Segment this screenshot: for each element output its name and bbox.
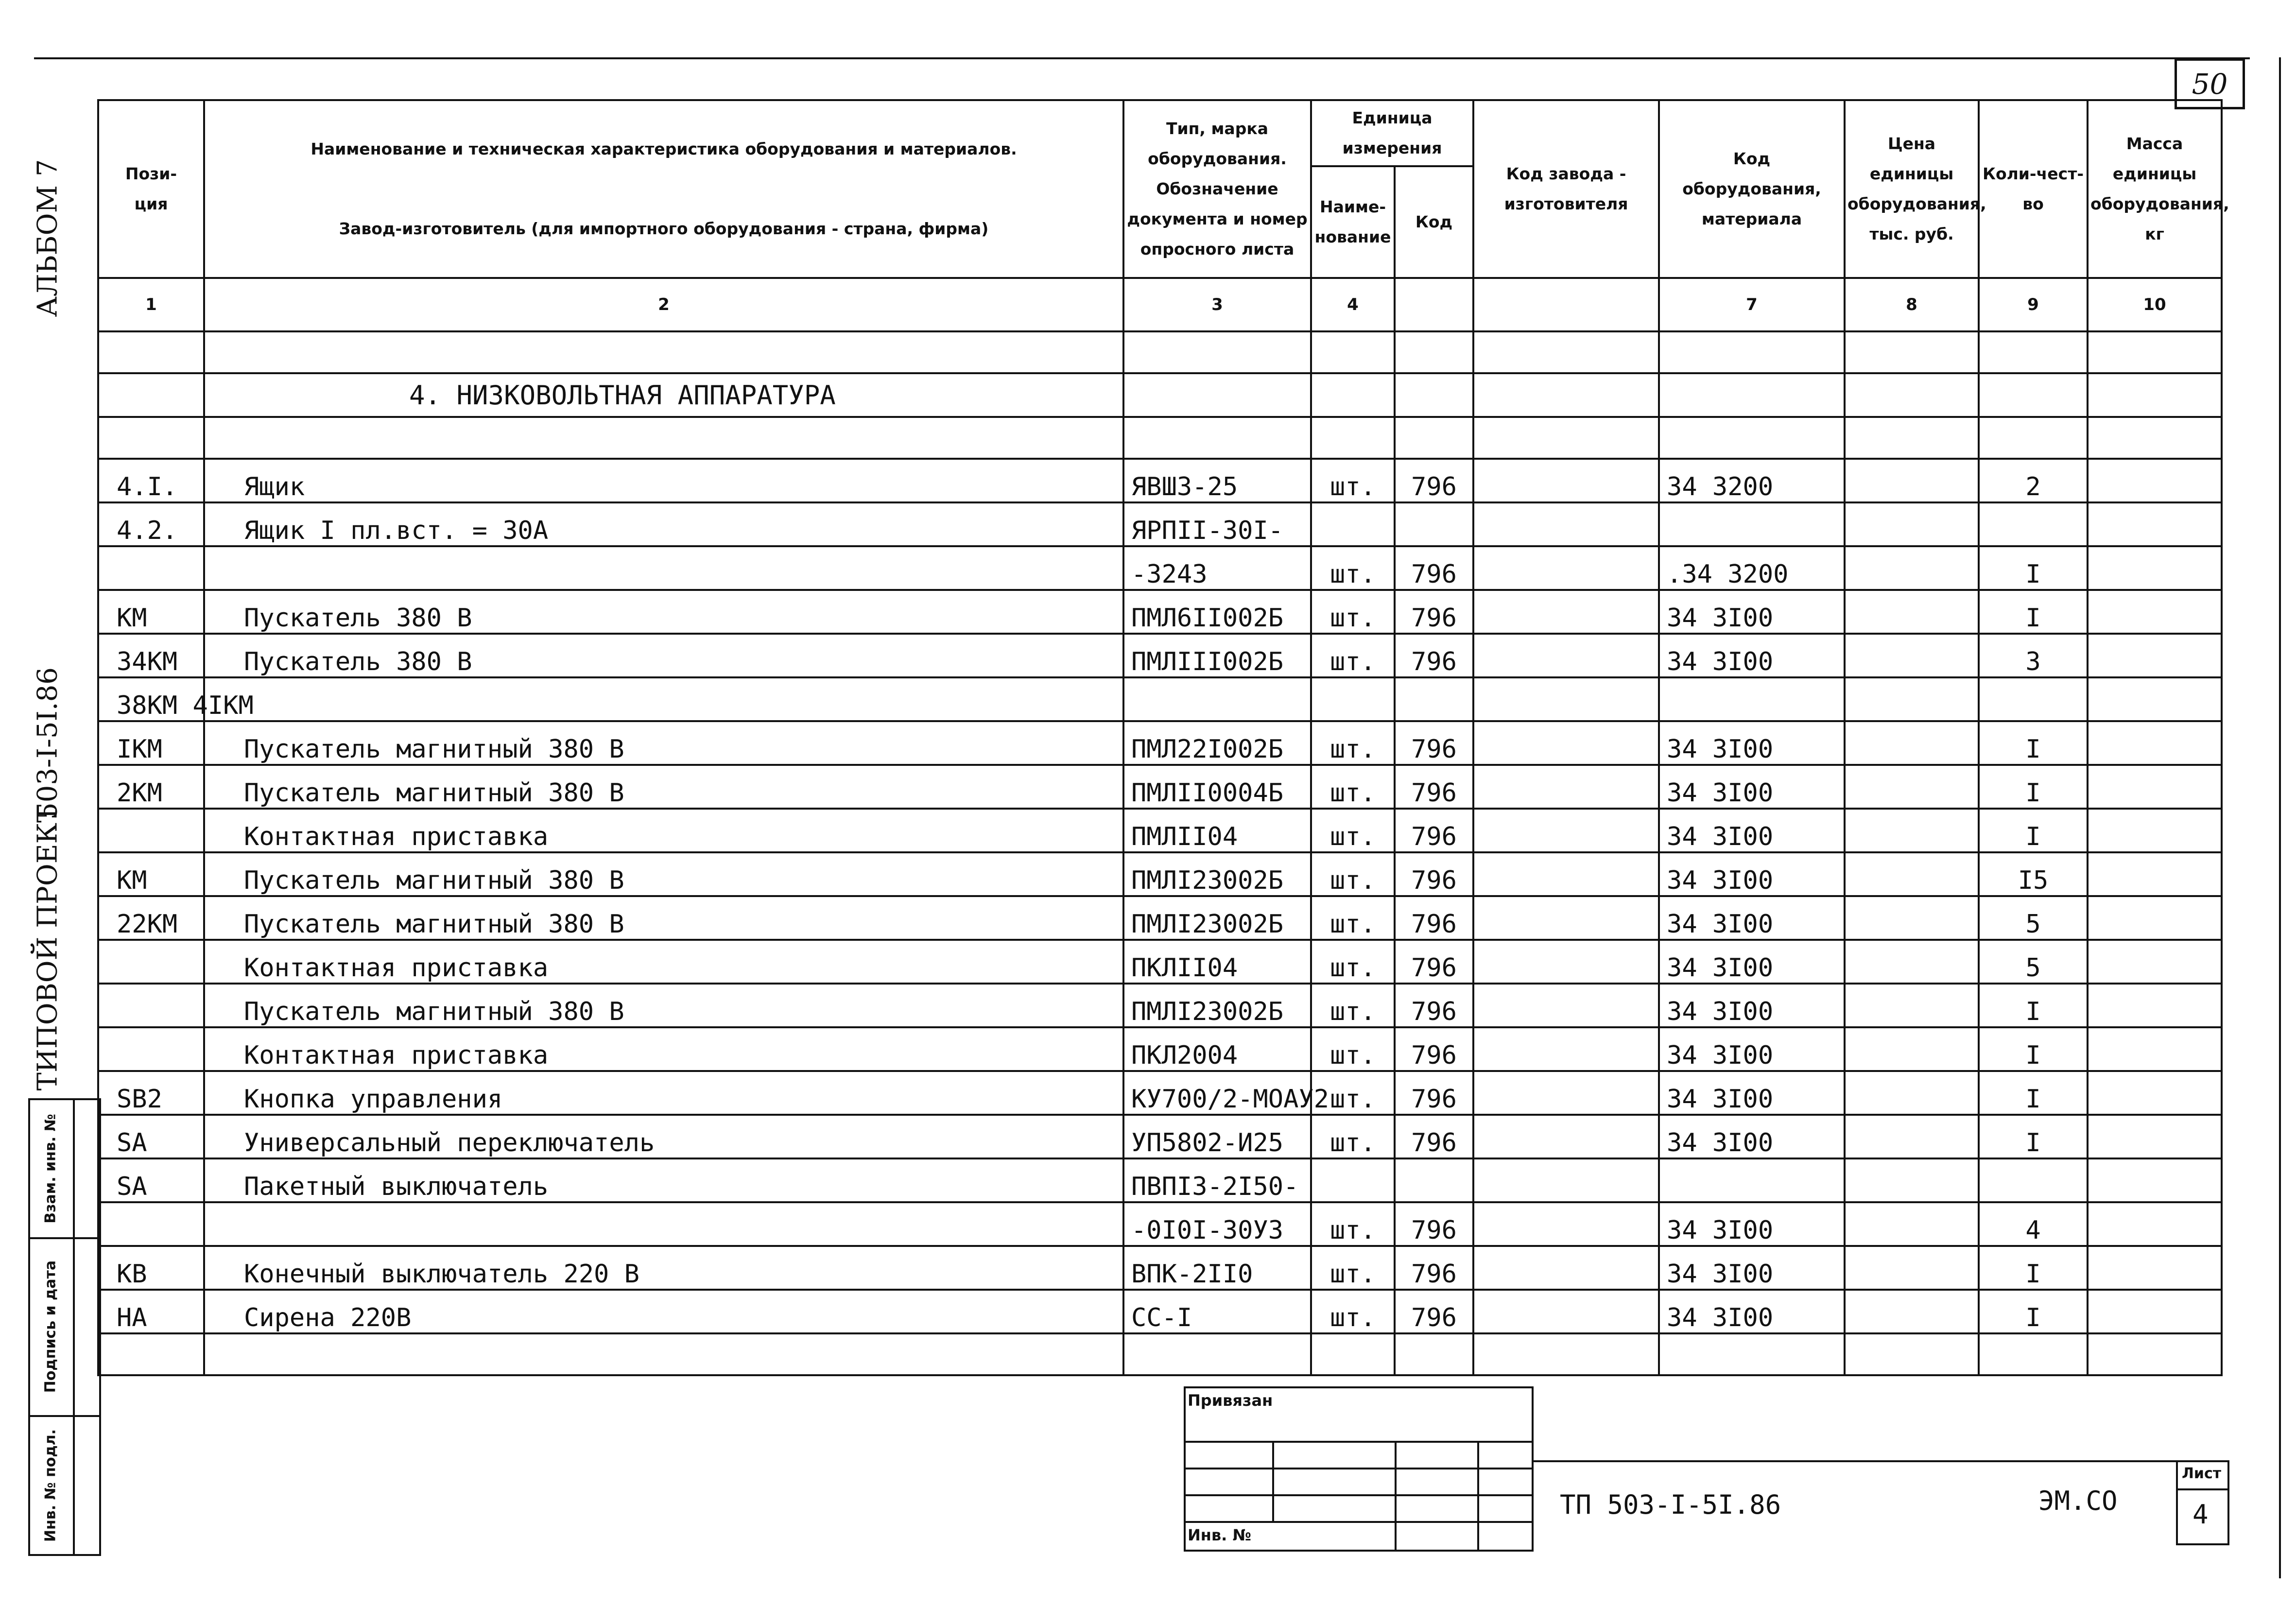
- row-type: ПМЛII04: [1123, 809, 1311, 852]
- attached-grid-h3: [1184, 1494, 1534, 1496]
- row-unit: шт.: [1311, 765, 1395, 809]
- row-unit: [1311, 1158, 1395, 1202]
- blank-row: [98, 417, 2222, 459]
- header-name-line1: Наименование и техническая характеристика оборудования и материалов.: [311, 139, 1017, 158]
- column-number: [1473, 278, 1659, 331]
- row-unit: шт.: [1311, 546, 1395, 590]
- specification-table: [97, 99, 2229, 1376]
- attached-grid-v2: [1395, 1441, 1397, 1552]
- table-row: [98, 940, 2222, 984]
- attached-grid-h2: [1184, 1468, 1534, 1469]
- row-maker-code: [1473, 1115, 1659, 1158]
- inv-no-label: Инв. №: [1188, 1526, 1251, 1544]
- row-mass: [2088, 590, 2222, 634]
- row-maker-code: [1473, 1202, 1659, 1246]
- row-name: Пускатель магнитный 380 В: [204, 765, 1123, 809]
- row-mass: [2088, 721, 2222, 765]
- attached-grid-h1: [1184, 1441, 1534, 1443]
- row-maker-code: [1473, 459, 1659, 502]
- row-unit-code: [1395, 502, 1473, 546]
- project-type-text: ТИПОВОЙ ПРОЕКТ: [32, 804, 64, 1091]
- row-maker-code: [1473, 546, 1659, 590]
- row-price: [1845, 1115, 1979, 1158]
- row-position: 4.2.: [98, 502, 204, 546]
- row-price: [1845, 896, 1979, 940]
- row-unit: шт.: [1311, 590, 1395, 634]
- row-quantity: I5: [1979, 852, 2088, 896]
- row-unit: шт.: [1311, 940, 1395, 984]
- side-field-sign-text: Подпись и дата: [42, 1260, 59, 1393]
- row-price: [1845, 721, 1979, 765]
- row-position: [98, 984, 204, 1027]
- row-maker-code: [1473, 852, 1659, 896]
- row-price: [1845, 809, 1979, 852]
- header-name: [204, 100, 1123, 278]
- row-unit-code: 796: [1395, 1246, 1473, 1290]
- header-quantity: Коли-чест-во: [1979, 100, 2088, 278]
- row-name: Ящик: [204, 459, 1123, 502]
- row-quantity: I: [1979, 590, 2088, 634]
- row-price: [1845, 1202, 1979, 1246]
- row-equipment-code: 34 3I00: [1659, 721, 1845, 765]
- table-row: [98, 809, 2222, 852]
- row-position: SA: [98, 1115, 204, 1158]
- row-type: ЯВШЗ-25: [1123, 459, 1311, 502]
- table-row: [98, 546, 2222, 590]
- column-number: 2: [204, 278, 1123, 331]
- row-position: [98, 940, 204, 984]
- row-quantity: I: [1979, 765, 2088, 809]
- row-equipment-code: 34 3I00: [1659, 896, 1845, 940]
- side-box-divider: [73, 1098, 75, 1556]
- row-quantity: I: [1979, 1115, 2088, 1158]
- row-price: [1845, 459, 1979, 502]
- row-mass: [2088, 940, 2222, 984]
- row-type: ПМЛI23002Б: [1123, 852, 1311, 896]
- row-type: УП5802-И25: [1123, 1115, 1311, 1158]
- row-equipment-code: [1659, 677, 1845, 721]
- row-price: [1845, 984, 1979, 1027]
- right-frame-line: [2279, 57, 2281, 1578]
- row-equipment-code: 34 3I00: [1659, 852, 1845, 896]
- row-price: [1845, 765, 1979, 809]
- row-equipment-code: 34 3I00: [1659, 984, 1845, 1027]
- row-name: Пускатель магнитный 380 В: [204, 984, 1123, 1027]
- column-number: 1: [98, 278, 204, 331]
- row-name: Ящик I пл.вст. = 30А: [204, 502, 1123, 546]
- table-row: [98, 1246, 2222, 1290]
- row-position: SB2: [98, 1071, 204, 1115]
- row-equipment-code: [1659, 502, 1845, 546]
- table-row: [98, 459, 2222, 502]
- row-unit-code: 796: [1395, 1071, 1473, 1115]
- row-price: [1845, 852, 1979, 896]
- row-unit: шт.: [1311, 721, 1395, 765]
- table-row: [98, 590, 2222, 634]
- attached-grid-v3: [1477, 1441, 1479, 1552]
- row-name: Пакетный выключатель: [204, 1158, 1123, 1202]
- row-maker-code: [1473, 1027, 1659, 1071]
- header-position: Пози- ция: [98, 100, 204, 278]
- row-equipment-code: 34 3I00: [1659, 1071, 1845, 1115]
- document-mark: ЭМ.СО: [2038, 1486, 2118, 1516]
- row-maker-code: [1473, 1071, 1659, 1115]
- row-position: IКМ: [98, 721, 204, 765]
- table-row: [98, 1290, 2222, 1333]
- row-unit-code: [1395, 677, 1473, 721]
- row-mass: [2088, 852, 2222, 896]
- row-equipment-code: 34 3I00: [1659, 1246, 1845, 1290]
- row-type: ПМЛII0004Б: [1123, 765, 1311, 809]
- row-type: ЯРПII-30I-: [1123, 502, 1311, 546]
- header-maker-code: Код завода - изготовителя: [1473, 100, 1659, 278]
- side-field-inv-orig: [42, 1429, 59, 1542]
- row-quantity: I: [1979, 1071, 2088, 1115]
- row-type: ПМЛIII002Б: [1123, 634, 1311, 677]
- header-unit-code: Код: [1395, 166, 1473, 278]
- row-quantity: I: [1979, 721, 2088, 765]
- row-equipment-code: 34 3I00: [1659, 634, 1845, 677]
- header-row: [98, 100, 2222, 166]
- row-unit-code: 796: [1395, 1290, 1473, 1333]
- row-equipment-code: 34 3200: [1659, 459, 1845, 502]
- row-maker-code: [1473, 809, 1659, 852]
- row-price: [1845, 546, 1979, 590]
- header-mass: Масса единицы оборудования, кг: [2088, 100, 2222, 278]
- row-quantity: [1979, 677, 2088, 721]
- table-row: [98, 1071, 2222, 1115]
- column-number: 7: [1659, 278, 1845, 331]
- row-equipment-code: .34 3200: [1659, 546, 1845, 590]
- sheet-label: Лист: [2182, 1465, 2222, 1482]
- blank-row: [98, 1333, 2222, 1375]
- row-quantity: I: [1979, 984, 2088, 1027]
- row-position: КВ: [98, 1246, 204, 1290]
- album-label: [32, 159, 64, 317]
- table-row: [98, 896, 2222, 940]
- row-name: Контактная приставка: [204, 809, 1123, 852]
- title-block-top-line: [1532, 1460, 2178, 1462]
- row-name: Универсальный переключатель: [204, 1115, 1123, 1158]
- row-position: 4.I.: [98, 459, 204, 502]
- header-name-line2: Завод-изготовитель (для импортного оборудования - страна, фирма): [339, 219, 989, 238]
- row-maker-code: [1473, 940, 1659, 984]
- row-position: 2КМ: [98, 765, 204, 809]
- row-type: ВПК-2II0: [1123, 1246, 1311, 1290]
- row-mass: [2088, 634, 2222, 677]
- row-unit: шт.: [1311, 1246, 1395, 1290]
- row-unit-code: 796: [1395, 590, 1473, 634]
- row-equipment-code: [1659, 1158, 1845, 1202]
- row-unit-code: 796: [1395, 721, 1473, 765]
- table-row: [98, 984, 2222, 1027]
- row-maker-code: [1473, 896, 1659, 940]
- row-mass: [2088, 1246, 2222, 1290]
- row-price: [1845, 1071, 1979, 1115]
- row-unit-code: 796: [1395, 809, 1473, 852]
- row-type: ПМЛI23002Б: [1123, 896, 1311, 940]
- section-title: 4. НИЗКОВОЛЬТНАЯ АППАРАТУРА: [204, 373, 1123, 417]
- row-position: 38КМ 4IКМ: [98, 677, 204, 721]
- column-number-row: [98, 278, 2222, 331]
- row-quantity: I: [1979, 1290, 2088, 1333]
- header-equipment-code: Код оборудования, материала: [1659, 100, 1845, 278]
- row-name: Пускатель магнитный 380 В: [204, 721, 1123, 765]
- row-maker-code: [1473, 721, 1659, 765]
- row-unit: шт.: [1311, 1202, 1395, 1246]
- row-unit: шт.: [1311, 809, 1395, 852]
- row-position: НА: [98, 1290, 204, 1333]
- row-quantity: 4: [1979, 1202, 2088, 1246]
- attached-grid-h4: [1184, 1521, 1534, 1523]
- column-number: 3: [1123, 278, 1311, 331]
- header-unit-name: Наиме-нование: [1311, 166, 1395, 278]
- row-unit: шт.: [1311, 1290, 1395, 1333]
- row-position: [98, 546, 204, 590]
- row-unit: шт.: [1311, 634, 1395, 677]
- side-box-inv-orig: [28, 1415, 101, 1556]
- row-mass: [2088, 1158, 2222, 1202]
- side-field-inv-orig-text: Инв. № подл.: [42, 1429, 59, 1542]
- row-mass: [2088, 1202, 2222, 1246]
- row-unit: шт.: [1311, 1027, 1395, 1071]
- row-name: Контактная приставка: [204, 940, 1123, 984]
- row-unit-code: 796: [1395, 1115, 1473, 1158]
- sheet-number: 4: [2192, 1499, 2209, 1530]
- sheet-corner-number: 50: [2175, 58, 2245, 109]
- row-quantity: [1979, 502, 2088, 546]
- row-mass: [2088, 1071, 2222, 1115]
- row-type: -0I0I-30УЗ: [1123, 1202, 1311, 1246]
- row-unit-code: 796: [1395, 1027, 1473, 1071]
- row-price: [1845, 590, 1979, 634]
- row-price: [1845, 502, 1979, 546]
- column-number: 10: [2088, 278, 2222, 331]
- row-quantity: I: [1979, 809, 2088, 852]
- row-maker-code: [1473, 502, 1659, 546]
- row-position: КМ: [98, 852, 204, 896]
- table-row: [98, 721, 2222, 765]
- row-unit-code: 796: [1395, 459, 1473, 502]
- row-unit-code: 796: [1395, 984, 1473, 1027]
- row-unit: шт.: [1311, 896, 1395, 940]
- side-box-replace: [28, 1098, 101, 1239]
- row-maker-code: [1473, 1246, 1659, 1290]
- row-unit: шт.: [1311, 852, 1395, 896]
- row-maker-code: [1473, 984, 1659, 1027]
- row-name: [204, 677, 1123, 721]
- row-name: Контактная приставка: [204, 1027, 1123, 1071]
- row-price: [1845, 940, 1979, 984]
- row-name: [204, 546, 1123, 590]
- table-row: [98, 634, 2222, 677]
- column-number: 4: [1311, 278, 1395, 331]
- row-equipment-code: 34 3I00: [1659, 1290, 1845, 1333]
- table-row: [98, 1202, 2222, 1246]
- row-name: Кнопка управления: [204, 1071, 1123, 1115]
- row-name: Пускатель 380 В: [204, 634, 1123, 677]
- row-type: ПКЛ2004: [1123, 1027, 1311, 1071]
- project-type-label: [32, 805, 64, 1091]
- table-row: [98, 1027, 2222, 1071]
- row-mass: [2088, 809, 2222, 852]
- row-unit: [1311, 502, 1395, 546]
- table-row: [98, 502, 2222, 546]
- side-field-replace-text: Взам. инв. №: [42, 1114, 59, 1224]
- column-number: 8: [1845, 278, 1979, 331]
- row-name: Пускатель магнитный 380 В: [204, 896, 1123, 940]
- attached-grid-v1: [1272, 1441, 1274, 1521]
- row-mass: [2088, 1115, 2222, 1158]
- row-price: [1845, 677, 1979, 721]
- row-quantity: 2: [1979, 459, 2088, 502]
- album-label-text: АЛЬБОМ 7: [32, 159, 64, 317]
- row-type: -3243: [1123, 546, 1311, 590]
- table-row: [98, 1158, 2222, 1202]
- row-unit-code: 796: [1395, 852, 1473, 896]
- project-code-label: [32, 667, 64, 820]
- row-maker-code: [1473, 677, 1659, 721]
- row-type: ПМЛ22I002Б: [1123, 721, 1311, 765]
- row-name: [204, 1202, 1123, 1246]
- header-price: Цена единицы оборудования, тыс. руб.: [1845, 100, 1979, 278]
- row-unit: [1311, 677, 1395, 721]
- row-mass: [2088, 896, 2222, 940]
- row-quantity: 3: [1979, 634, 2088, 677]
- row-unit-code: 796: [1395, 546, 1473, 590]
- row-mass: [2088, 984, 2222, 1027]
- row-maker-code: [1473, 590, 1659, 634]
- table-row: [98, 765, 2222, 809]
- row-unit-code: 796: [1395, 1202, 1473, 1246]
- row-price: [1845, 1246, 1979, 1290]
- row-mass: [2088, 1290, 2222, 1333]
- column-number: [1395, 278, 1473, 331]
- row-equipment-code: 34 3I00: [1659, 590, 1845, 634]
- table-row: [98, 1115, 2222, 1158]
- row-type: КУ700/2-МОАУ2: [1123, 1071, 1311, 1115]
- section-row: [98, 373, 2222, 417]
- row-name: Пускатель магнитный 380 В: [204, 852, 1123, 896]
- row-equipment-code: 34 3I00: [1659, 1027, 1845, 1071]
- row-type: СС-I: [1123, 1290, 1311, 1333]
- item-rows: [98, 459, 2222, 1333]
- row-price: [1845, 1158, 1979, 1202]
- row-quantity: I: [1979, 1246, 2088, 1290]
- row-equipment-code: 34 3I00: [1659, 765, 1845, 809]
- table-row: [98, 852, 2222, 896]
- side-field-sign: [42, 1261, 59, 1393]
- row-name: Конечный выключатель 220 В: [204, 1246, 1123, 1290]
- header-unit: Единица измерения: [1311, 100, 1473, 166]
- row-price: [1845, 1290, 1979, 1333]
- header-type: Тип, марка оборудования. Обозначение документа и номер опросного листа: [1123, 100, 1311, 278]
- side-field-replace: [42, 1114, 59, 1224]
- row-equipment-code: 34 3I00: [1659, 940, 1845, 984]
- row-type: ПКЛII04: [1123, 940, 1311, 984]
- blank-row: [98, 331, 2222, 373]
- row-quantity: [1979, 1158, 2088, 1202]
- row-name: Пускатель 380 В: [204, 590, 1123, 634]
- row-unit: шт.: [1311, 984, 1395, 1027]
- row-price: [1845, 1027, 1979, 1071]
- row-quantity: 5: [1979, 896, 2088, 940]
- column-number: 9: [1979, 278, 2088, 331]
- row-mass: [2088, 459, 2222, 502]
- row-type: ПВПIЗ-2I50-: [1123, 1158, 1311, 1202]
- row-quantity: I: [1979, 1027, 2088, 1071]
- row-maker-code: [1473, 1158, 1659, 1202]
- side-box-sign: [28, 1237, 101, 1417]
- row-mass: [2088, 1027, 2222, 1071]
- row-unit-code: 796: [1395, 765, 1473, 809]
- row-unit: шт.: [1311, 1115, 1395, 1158]
- row-maker-code: [1473, 1290, 1659, 1333]
- row-type: ПМЛI23002Б: [1123, 984, 1311, 1027]
- row-mass: [2088, 546, 2222, 590]
- top-frame-line: [34, 57, 2250, 59]
- row-unit: шт.: [1311, 1071, 1395, 1115]
- row-quantity: 5: [1979, 940, 2088, 984]
- row-type: [1123, 677, 1311, 721]
- row-position: [98, 1202, 204, 1246]
- row-unit-code: 796: [1395, 634, 1473, 677]
- row-position: SA: [98, 1158, 204, 1202]
- row-position: КМ: [98, 590, 204, 634]
- row-position: [98, 809, 204, 852]
- table-row: [98, 677, 2222, 721]
- row-position: [98, 1027, 204, 1071]
- row-name: Сирена 220В: [204, 1290, 1123, 1333]
- attached-label: Привязан: [1188, 1391, 1273, 1410]
- row-position: 34КМ: [98, 634, 204, 677]
- row-equipment-code: 34 3I00: [1659, 1202, 1845, 1246]
- row-unit-code: 796: [1395, 896, 1473, 940]
- row-unit-code: 796: [1395, 940, 1473, 984]
- row-type: ПМЛ6II002Б: [1123, 590, 1311, 634]
- row-mass: [2088, 677, 2222, 721]
- row-mass: [2088, 502, 2222, 546]
- row-equipment-code: 34 3I00: [1659, 809, 1845, 852]
- project-code-text: 503-I-5I.86: [32, 667, 64, 820]
- document-code: ТП 503-I-5I.86: [1560, 1489, 1781, 1520]
- row-position: 22КМ: [98, 896, 204, 940]
- sheet-box-divider: [2176, 1488, 2229, 1490]
- row-unit: шт.: [1311, 459, 1395, 502]
- row-price: [1845, 634, 1979, 677]
- row-quantity: I: [1979, 546, 2088, 590]
- row-equipment-code: 34 3I00: [1659, 1115, 1845, 1158]
- row-maker-code: [1473, 634, 1659, 677]
- row-maker-code: [1473, 765, 1659, 809]
- row-unit-code: [1395, 1158, 1473, 1202]
- row-mass: [2088, 765, 2222, 809]
